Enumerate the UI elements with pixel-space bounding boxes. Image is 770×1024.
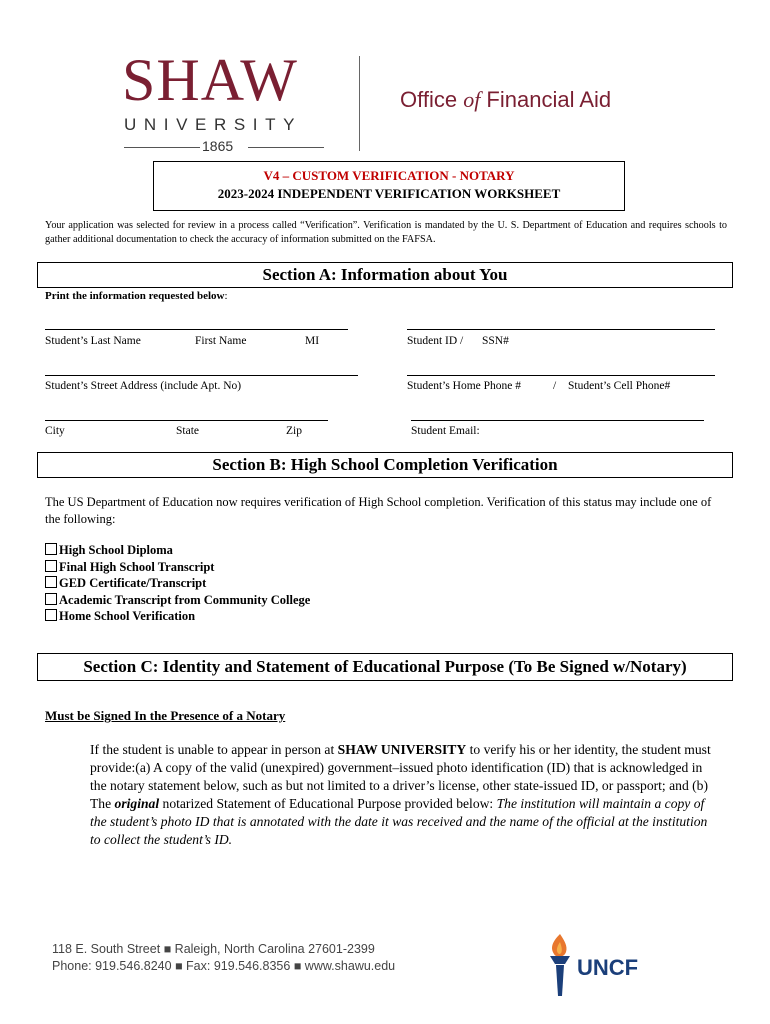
state-label: State [176, 425, 199, 437]
email-label: Student Email: [411, 425, 480, 437]
para-part: notarized Statement of Educational Purpose provided below: [159, 796, 497, 811]
student-id-input-line[interactable] [407, 329, 715, 330]
footer-address: 118 E. South Street ■ Raleigh, North Carolina 27601-2399 [52, 942, 375, 956]
worksheet-title: V4 – CUSTOM VERIFICATION - NOTARY [263, 168, 515, 183]
print-colon: : [224, 290, 228, 302]
office-prefix: Office [400, 87, 464, 112]
checkbox-icon[interactable] [45, 609, 57, 621]
option-label: High School Diploma [59, 543, 173, 557]
university-wordmark: UNIVERSITY [124, 115, 303, 134]
city-label: City [45, 425, 65, 437]
footer-contact: Phone: 919.546.8240 ■ Fax: 919.546.8356 ■ www.shawu.edu [52, 959, 396, 973]
uncf-torch-icon [544, 932, 576, 1000]
section-c-heading: Section C: Identity and Statement of Educational Purpose (To Be Signed w/Notary) [37, 653, 733, 681]
street-address-label: Student’s Street Address (include Apt. No) [45, 380, 242, 392]
phone-input-line[interactable] [407, 375, 715, 376]
para-original: original [114, 796, 160, 811]
logo-rule-left [124, 147, 200, 148]
city-state-zip-input-line[interactable] [45, 420, 328, 421]
option-final-transcript[interactable] [45, 559, 310, 576]
section-b-heading: Section B: High School Completion Verification [37, 452, 733, 478]
ssn-label: SSN# [482, 335, 509, 347]
checkbox-icon[interactable] [45, 576, 57, 588]
print-instruction [45, 290, 228, 302]
logo-year: 1865 [202, 138, 234, 154]
option-hs-diploma[interactable] [45, 542, 310, 559]
shaw-logo-wordmark: SHAW [122, 47, 298, 113]
para-part: to verify his or her identity, the student must provide:(a) A copy of the valid (unexpired) government–issued photo identification (ID) that is acknowledged in the notary statement below, such as but not limited to a driver’s license, other state-issued ID, or passport; and (b) The [90, 742, 711, 811]
zip-label: Zip [286, 425, 302, 437]
checkbox-icon[interactable] [45, 543, 57, 555]
para-university: SHAW UNIVERSITY [337, 742, 467, 757]
office-of: of [463, 87, 481, 112]
last-name-label: Student’s Last Name [45, 335, 141, 347]
option-label: Final High School Transcript [59, 559, 215, 574]
option-label: Home School Verification [59, 609, 196, 623]
worksheet-title-box [153, 161, 625, 211]
mi-label: MI [305, 335, 320, 347]
student-id-label: Student ID / [407, 335, 464, 347]
office-title [400, 87, 611, 113]
office-suffix: Financial Aid [480, 87, 612, 112]
hs-completion-options [45, 542, 310, 625]
option-home-school[interactable] [45, 608, 310, 625]
para-italic: The institution will maintain a copy of the student’s photo ID that is annotated with the date it was received and the name of the official at the institution to collect the student’s ID. [90, 796, 708, 847]
logo-divider [359, 56, 360, 151]
phone-slash: / [553, 380, 557, 392]
cell-phone-label: Student’s Cell Phone# [568, 380, 671, 392]
uncf-logo-text: UNCF [577, 955, 639, 980]
first-name-label: First Name [195, 335, 247, 347]
para-part: If the student is unable to appear in person at [90, 742, 338, 757]
option-label: GED Certificate/Transcript [59, 576, 207, 590]
section-a-heading: Section A: Information about You [37, 262, 733, 288]
worksheet-subtitle: 2023-2024 INDEPENDENT VERIFICATION WORKSHEET [217, 186, 561, 201]
email-input-line[interactable] [411, 420, 704, 421]
section-c-paragraph [90, 741, 716, 849]
option-ged[interactable] [45, 575, 310, 592]
intro-text: Your application was selected for review in a process called “Verification”. Verification is mandated by the U. S. Department of Education and requires schools to gather additional documentation to check the accuracy of information submitted on the FAFSA. [45, 220, 727, 245]
home-phone-label: Student’s Home Phone # [407, 380, 522, 392]
checkbox-icon[interactable] [45, 560, 57, 572]
print-label: Print the information requested below [45, 290, 225, 302]
notary-requirement: Must be Signed In the Presence of a Notary [45, 708, 286, 723]
last-name-input-line[interactable] [45, 329, 348, 330]
street-address-input-line[interactable] [45, 375, 358, 376]
checkbox-icon[interactable] [45, 593, 57, 605]
section-b-text: The US Department of Education now requires verification of High School completion. Verification of this status may include one of the following: [45, 495, 712, 526]
option-label: Academic Transcript from Community College [59, 592, 311, 607]
logo-rule-right [248, 147, 324, 148]
option-academic-transcript[interactable] [45, 592, 310, 609]
